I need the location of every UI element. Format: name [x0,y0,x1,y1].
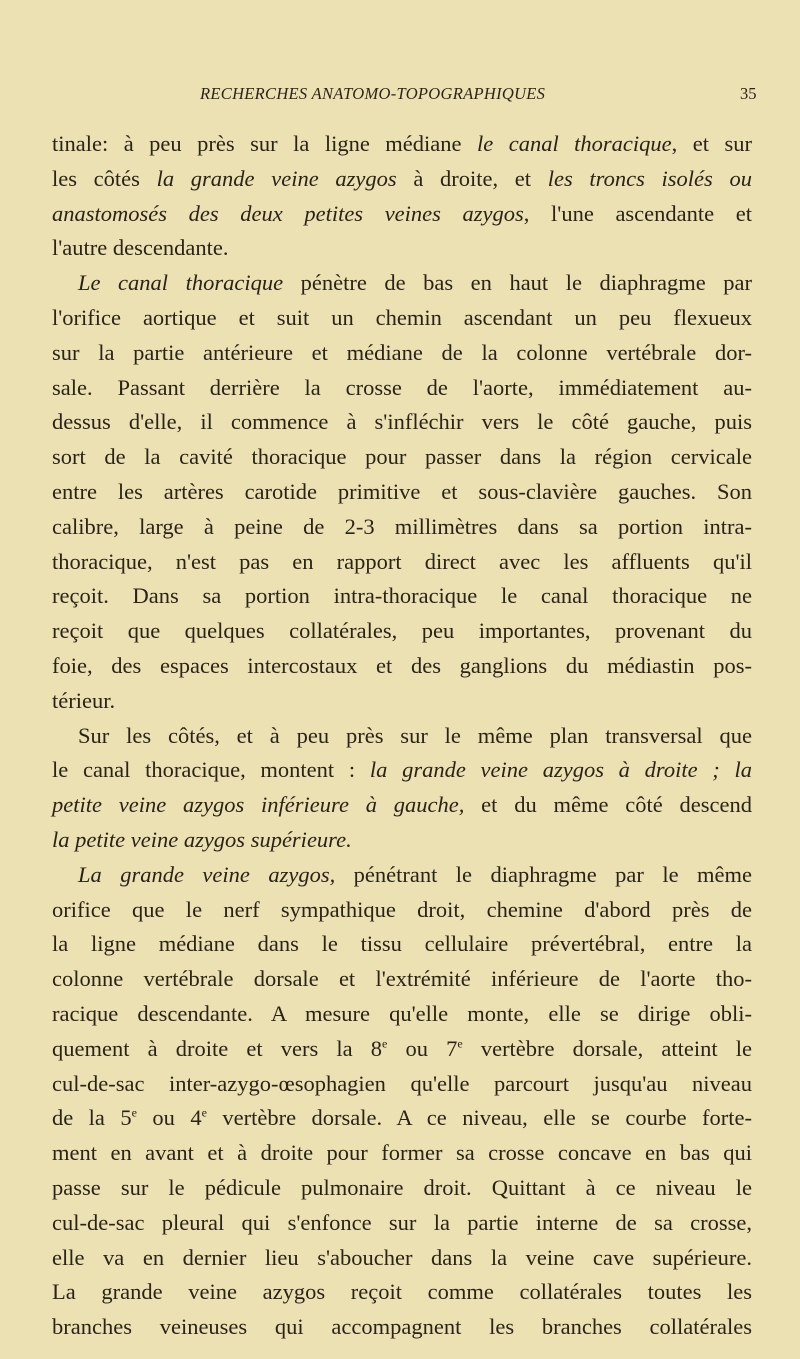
text-line [52,1241,752,1276]
text-segment: cul-de-sac inter-azygo-œsophagien qu'elle parcourt jusqu'au niveau [52,1070,752,1096]
text-line [52,127,752,162]
text-line [52,1032,752,1067]
text-segment: vertèbre dorsale, atteint le [462,1035,753,1061]
text-line [52,266,752,301]
text-line [52,301,752,336]
text-line [52,1067,752,1102]
text-segment: ou 4 [136,1105,202,1131]
text-segment: sale. Passant derrière la crosse de l'aorte, immédiatement au- [52,374,752,400]
text-segment: , et sur [671,131,752,156]
text-line [52,753,752,788]
text-segment: à droite, et [396,165,548,191]
italic-text: anastomosés des deux petites veines azygos [52,200,524,226]
text-segment: quement à droite et vers la 8 [52,1035,382,1061]
text-segment: tinale: à peu près sur la ligne médiane [52,131,477,156]
text-segment: sur la partie antérieure et médiane de la colonne vertébrale dor- [52,339,752,365]
text-segment: La grande veine azygos reçoit comme collatérales toutes les [52,1279,752,1305]
text-segment: dessus d'elle, il commence à s'infléchir vers le côté gauche, puis [52,409,752,435]
running-header: RECHERCHES ANATOMO-TOPOGRAPHIQUES [200,84,546,103]
superscript: e [201,1105,207,1120]
superscript: e [457,1036,463,1051]
text-line [52,858,752,893]
text-segment: orifice que le nerf sympathique droit, chemine d'abord près de [52,896,752,922]
text-segment: sort de la cavité thoracique pour passer dans la région cervicale [52,444,752,470]
text-line [52,510,752,545]
text-line [52,371,752,406]
text-line [52,197,752,232]
text-line [52,475,752,510]
text-line [52,1275,752,1310]
text-line [52,788,752,823]
text-line [52,649,752,684]
text-line [52,545,752,580]
text-line [52,162,752,197]
text-line [52,405,752,440]
text-segment: entre les artères carotide primitive et sous-clavière gauches. Son [52,478,752,504]
text-line [52,823,752,858]
text-segment: colonne vertébrale dorsale et l'extrémité inférieure de l'aorte tho- [52,966,752,992]
text-segment: calibre, large à peine de 2-3 millimètres dans sa portion intra- [52,513,752,539]
text-segment: elle va en dernier lieu s'aboucher dans la veine cave supérieure. [52,1244,752,1270]
text-line [52,927,752,962]
italic-text: le canal thoracique [476,131,672,156]
text-segment: , l'une ascendante et [523,200,752,226]
text-line [52,614,752,649]
text-segment: l'autre descendante. [52,235,229,261]
text-line [52,684,752,719]
text-segment: l'orifice aortique et suit un chemin ascendant un peu flexueux [52,304,752,330]
text-segment: racique descendante. A mesure qu'elle monte, elle se dirige obli- [52,1000,752,1026]
italic-text: La grande veine azygos, [78,861,336,887]
text-segment: cul-de-sac pleural qui s'enfonce sur la partie interne de sa crosse, [52,1209,752,1235]
italic-text: la grande veine azygos [156,165,397,191]
text-segment: ment en avant et à droite pour former sa crosse concave en bas qui [52,1140,752,1166]
text-segment: et du même côté descend [464,792,752,818]
text-segment: reçoit que quelques collatérales, peu importantes, provenant du [52,618,752,644]
text-segment: vertèbre dorsale. A ce niveau, elle se courbe forte- [206,1105,752,1131]
text-line [52,579,752,614]
text-line [52,231,752,266]
text-segment: de la 5 [52,1105,132,1131]
text-segment: la ligne médiane dans le tissu cellulaire prévertébral, entre la [52,931,752,957]
page-number: 35 [740,84,757,103]
text-line [52,1206,752,1241]
text-line [52,1136,752,1171]
text-line [52,893,752,928]
italic-text: les troncs isolés ou [547,165,752,191]
text-segment: passe sur le pédicule pulmonaire droit. Quittant à ce niveau le [52,1174,752,1200]
superscript: e [382,1036,388,1051]
text-line [52,997,752,1032]
body-text [52,127,752,1345]
text-segment: Sur les côtés, et à peu près sur le même plan transversal que [78,722,752,748]
text-segment: ou 7 [387,1035,458,1061]
text-line [52,719,752,754]
text-segment: le canal thoracique, montent : [52,757,370,783]
text-line [52,336,752,371]
text-segment: les côtés [52,165,157,191]
text-line [52,1310,752,1345]
italic-text: Le canal thoracique [78,270,284,296]
italic-text: la grande veine azygos à droite ; la [369,757,752,783]
text-line [52,440,752,475]
superscript: e [131,1105,137,1120]
italic-text: petite veine azygos inférieure à gauche, [52,792,465,818]
text-segment: thoracique, n'est pas en rapport direct avec les affluents qu'il [52,548,752,574]
text-line [52,1101,752,1136]
text-segment: térieur. [52,687,116,713]
text-line [52,1171,752,1206]
text-segment: branches veineuses qui accompagnent les branches collatérales [52,1314,752,1340]
text-line [52,962,752,997]
text-segment: pénétrant le diaphragme par le même [335,861,753,887]
text-segment: reçoit. Dans sa portion intra-thoracique le canal thoracique ne [52,583,752,609]
text-segment: foie, des espaces intercostaux et des ganglions du médiastin pos- [52,652,752,678]
italic-text: la petite veine azygos supérieure. [52,826,352,852]
text-segment: pénètre de bas en haut le diaphragme par [283,270,752,296]
